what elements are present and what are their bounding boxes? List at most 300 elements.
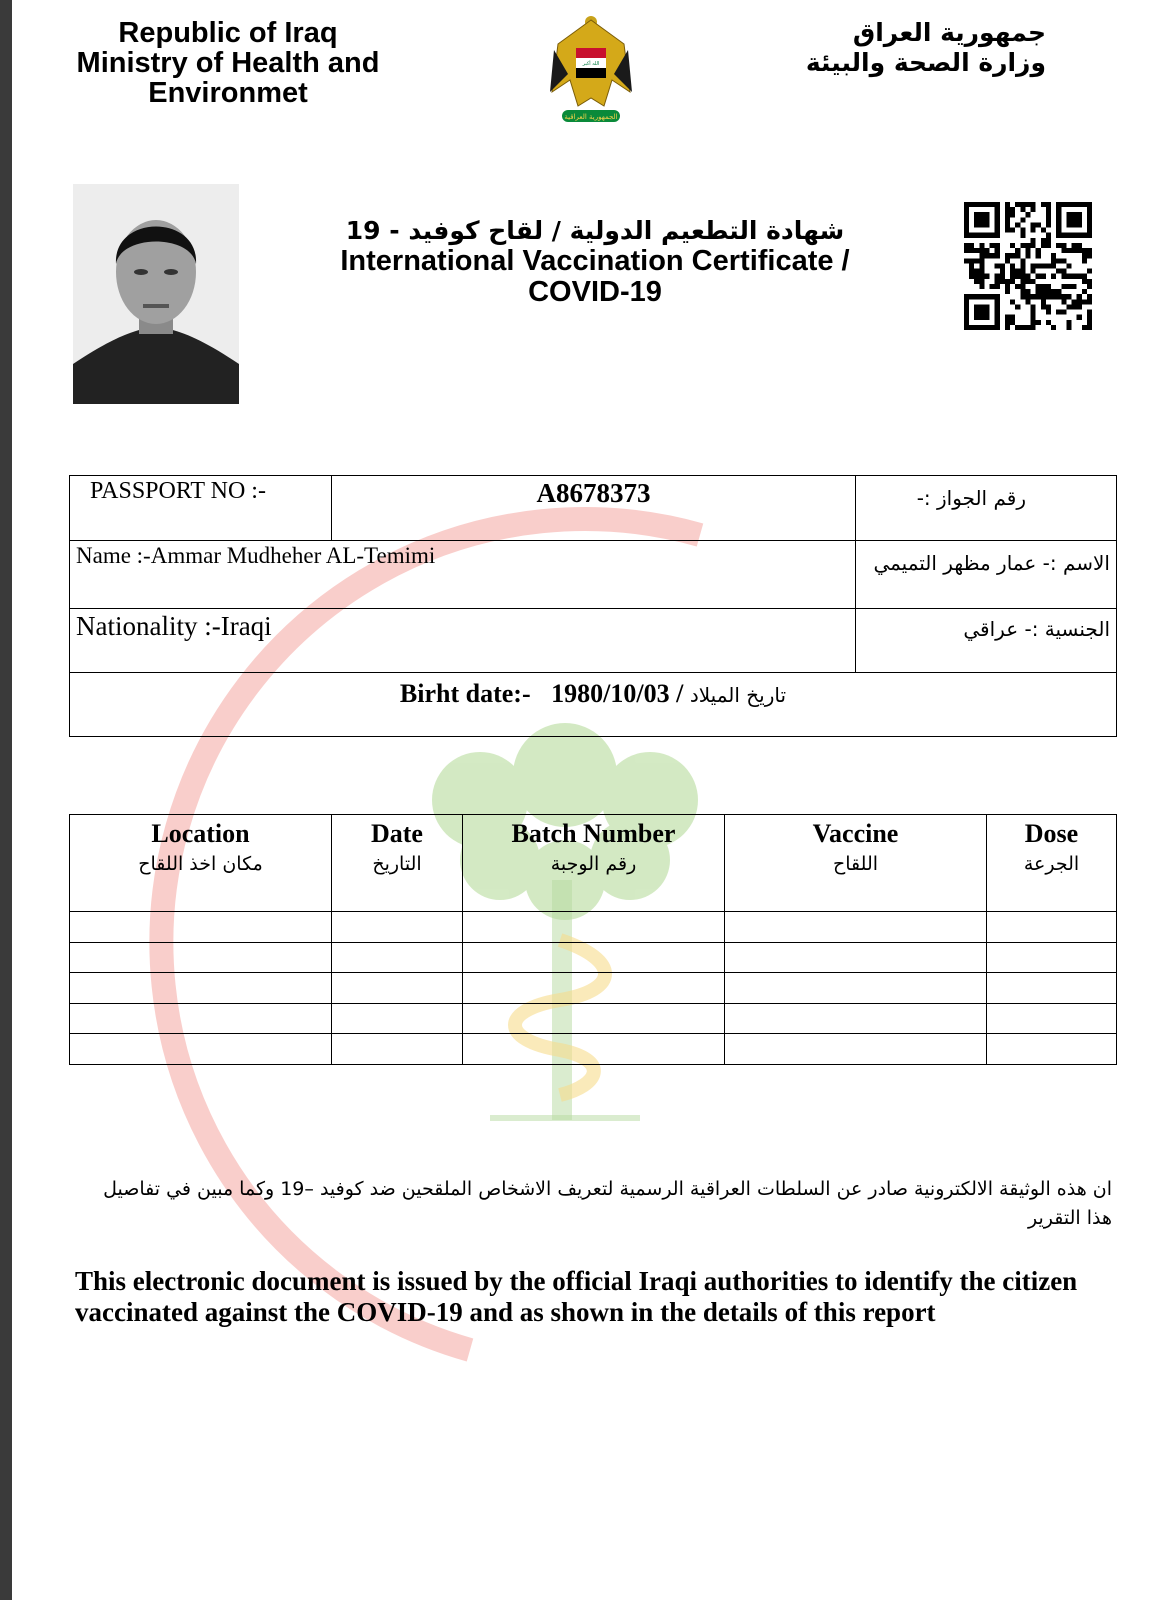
qr-module bbox=[1051, 274, 1056, 279]
qr-module bbox=[1046, 238, 1051, 243]
qr-module bbox=[1066, 274, 1071, 279]
qr-module bbox=[1077, 299, 1082, 304]
qr-module bbox=[1005, 279, 1010, 284]
nationality-label-ar: الجنسية :- عراقي bbox=[856, 609, 1117, 673]
qr-module bbox=[1041, 202, 1046, 207]
birth-cell bbox=[70, 673, 1117, 737]
table-row bbox=[70, 973, 1117, 1004]
qr-module bbox=[1046, 207, 1051, 212]
table-cell bbox=[987, 912, 1117, 943]
qr-module bbox=[1051, 325, 1056, 330]
qr-module bbox=[1061, 294, 1066, 299]
qr-module bbox=[1020, 258, 1025, 263]
qr-module bbox=[1041, 284, 1046, 289]
ministry-name-english bbox=[66, 18, 390, 108]
qr-module bbox=[974, 274, 979, 279]
qr-module bbox=[1051, 263, 1056, 268]
disclaimer-english: This electronic document is issued by the official Iraqi authorities to identify the citizen vaccinated against the COVID-19 and as shown in the details of this report bbox=[75, 1266, 1078, 1327]
qr-module bbox=[1082, 274, 1087, 279]
table-cell bbox=[725, 1034, 987, 1065]
qr-module bbox=[1066, 294, 1071, 299]
qr-module bbox=[1000, 263, 1005, 268]
column-header-en: Vaccine bbox=[812, 819, 899, 848]
qr-module bbox=[1025, 325, 1030, 330]
qr-module bbox=[1020, 207, 1025, 212]
qr-module bbox=[1077, 315, 1082, 320]
qr-module bbox=[1000, 269, 1005, 274]
table-cell bbox=[332, 1003, 463, 1034]
qr-module bbox=[1041, 243, 1046, 248]
disclaimer-arabic: ان هذه الوثيقة الالكترونية صادر عن السلطات العراقية الرسمية لتعريف الاشخاص الملقحين ضد كوفيد –19 وكما مبين في تفاصيل هذا التقرير bbox=[103, 1178, 1112, 1229]
qr-module bbox=[1000, 274, 1005, 279]
qr-module bbox=[1036, 253, 1041, 258]
qr-module bbox=[1025, 243, 1030, 248]
qr-module bbox=[1031, 263, 1036, 268]
column-header-en: Batch Number bbox=[511, 819, 676, 848]
table-cell bbox=[463, 1034, 725, 1065]
qr-module bbox=[1036, 274, 1041, 279]
qr-module bbox=[1020, 243, 1025, 248]
table-cell bbox=[987, 1034, 1117, 1065]
qr-module bbox=[979, 258, 984, 263]
birth-row bbox=[70, 673, 1117, 737]
qr-module bbox=[1072, 274, 1077, 279]
qr-module bbox=[1025, 299, 1030, 304]
qr-module bbox=[1005, 325, 1010, 330]
qr-module bbox=[1010, 320, 1015, 325]
qr-module bbox=[1025, 274, 1030, 279]
vaccination-table bbox=[69, 814, 1117, 1065]
qr-module bbox=[969, 263, 974, 268]
qr-module bbox=[995, 248, 1000, 253]
column-header-ar: التاريخ bbox=[372, 853, 422, 875]
qr-module bbox=[974, 258, 979, 263]
qr-module bbox=[979, 279, 984, 284]
emblem-flag-text: الله أكبر bbox=[582, 61, 600, 67]
qr-module bbox=[1005, 217, 1010, 222]
qr-module bbox=[1061, 269, 1066, 274]
qr-module bbox=[1056, 289, 1061, 294]
qr-module bbox=[1020, 269, 1025, 274]
qr-module bbox=[1005, 222, 1010, 227]
passport-label-ar: رقم الجواز :- bbox=[856, 476, 1117, 541]
qr-finder-core bbox=[974, 304, 989, 319]
qr-module bbox=[1051, 289, 1056, 294]
qr-module bbox=[964, 258, 969, 263]
iraq-eagle-emblem-icon bbox=[548, 14, 634, 126]
qr-module bbox=[1061, 299, 1066, 304]
qr-module bbox=[1087, 294, 1092, 299]
column-header-en: Dose bbox=[1024, 819, 1079, 848]
qr-module bbox=[1087, 325, 1092, 330]
qr-module bbox=[1036, 320, 1041, 325]
qr-module bbox=[1082, 253, 1087, 258]
qr-module bbox=[1020, 228, 1025, 233]
qr-module bbox=[1020, 294, 1025, 299]
qr-module bbox=[1015, 202, 1020, 207]
qr-module bbox=[1072, 243, 1077, 248]
qr-module bbox=[1061, 243, 1066, 248]
qr-module bbox=[1020, 289, 1025, 294]
title-arabic: شهادة التطعيم الدولية / لقاح كوفيد - 19 bbox=[345, 216, 845, 245]
qr-module bbox=[1015, 274, 1020, 279]
qr-module bbox=[1046, 222, 1051, 227]
qr-module bbox=[1056, 243, 1061, 248]
name-label bbox=[70, 541, 856, 609]
table-cell bbox=[463, 1003, 725, 1034]
qr-module bbox=[1005, 212, 1010, 217]
qr-module bbox=[1056, 258, 1061, 263]
qr-module bbox=[1036, 222, 1041, 227]
qr-module bbox=[1036, 248, 1041, 253]
qr-module bbox=[1051, 294, 1056, 299]
qr-module bbox=[1015, 253, 1020, 258]
qr-module bbox=[1077, 304, 1082, 309]
table-cell bbox=[70, 912, 332, 943]
qr-module bbox=[1020, 217, 1025, 222]
qr-module bbox=[1015, 304, 1020, 309]
qr-module bbox=[974, 269, 979, 274]
qr-module bbox=[1046, 217, 1051, 222]
column-header-dose bbox=[987, 815, 1117, 912]
qr-module bbox=[1046, 310, 1051, 315]
name-text: Name :-Ammar Mudheher AL-Temimi bbox=[76, 543, 436, 568]
qr-module bbox=[1046, 233, 1051, 238]
header-line: Environmet bbox=[148, 77, 308, 109]
column-header-ar: رقم الوجبة bbox=[550, 853, 637, 875]
qr-module bbox=[1087, 299, 1092, 304]
qr-module bbox=[984, 248, 989, 253]
qr-module bbox=[1061, 248, 1066, 253]
holder-photo bbox=[73, 184, 239, 404]
qr-module bbox=[1005, 207, 1010, 212]
qr-module bbox=[1077, 274, 1082, 279]
qr-module bbox=[1041, 289, 1046, 294]
table-cell bbox=[725, 1003, 987, 1034]
column-header-ar: مكان اخذ اللقاح bbox=[138, 853, 263, 875]
qr-module bbox=[1041, 294, 1046, 299]
qr-module bbox=[1046, 294, 1051, 299]
holder-photo-icon bbox=[73, 184, 239, 404]
qr-module bbox=[1031, 315, 1036, 320]
qr-module bbox=[1015, 222, 1020, 227]
table-cell bbox=[332, 1034, 463, 1065]
qr-module bbox=[979, 263, 984, 268]
column-header-ar: الجرعة bbox=[1023, 853, 1080, 875]
qr-module bbox=[969, 248, 974, 253]
qr-module bbox=[979, 248, 984, 253]
qr-module bbox=[1041, 299, 1046, 304]
passport-label: PASSPORT NO :- bbox=[70, 476, 332, 541]
table-cell bbox=[987, 973, 1117, 1004]
qr-module bbox=[1077, 243, 1082, 248]
qr-module bbox=[1041, 274, 1046, 279]
qr-module bbox=[979, 269, 984, 274]
qr-module bbox=[1031, 320, 1036, 325]
qr-module bbox=[1087, 320, 1092, 325]
title-english-line1: International Vaccination Certificate / bbox=[340, 245, 850, 277]
qr-module bbox=[1005, 289, 1010, 294]
passport-value: A8678373 bbox=[332, 476, 856, 541]
qr-module bbox=[1082, 258, 1087, 263]
table-cell bbox=[463, 942, 725, 973]
qr-module bbox=[1077, 294, 1082, 299]
qr-module bbox=[1010, 207, 1015, 212]
qr-module bbox=[964, 243, 969, 248]
page-edge bbox=[0, 0, 12, 1600]
qr-module bbox=[1020, 325, 1025, 330]
qr-code-icon bbox=[964, 202, 1092, 330]
qr-module bbox=[1061, 258, 1066, 263]
birth-separator: / bbox=[676, 679, 684, 708]
table-row bbox=[70, 1003, 1117, 1034]
qr-module bbox=[969, 258, 974, 263]
qr-module bbox=[1051, 253, 1056, 258]
qr-module bbox=[984, 274, 989, 279]
birth-label-ar: تاريخ الميلاد bbox=[689, 683, 787, 707]
table-row bbox=[70, 912, 1117, 943]
qr-module bbox=[1010, 212, 1015, 217]
passport-row bbox=[70, 476, 1117, 541]
qr-module bbox=[1066, 263, 1071, 268]
qr-module bbox=[1005, 253, 1010, 258]
qr-module bbox=[1020, 274, 1025, 279]
qr-module bbox=[1061, 310, 1066, 315]
qr-module bbox=[1041, 228, 1046, 233]
table-cell bbox=[463, 912, 725, 943]
qr-module bbox=[1010, 228, 1015, 233]
qr-module bbox=[1031, 228, 1036, 233]
qr-module bbox=[990, 284, 995, 289]
qr-module bbox=[974, 248, 979, 253]
qr-module bbox=[1010, 263, 1015, 268]
qr-module bbox=[1025, 289, 1030, 294]
qr-module bbox=[1087, 248, 1092, 253]
qr-module bbox=[1082, 248, 1087, 253]
qr-module bbox=[1010, 299, 1015, 304]
column-header-location bbox=[70, 815, 332, 912]
qr-module bbox=[1082, 325, 1087, 330]
qr-module bbox=[1015, 325, 1020, 330]
birth-value: 1980/10/03 bbox=[551, 679, 670, 708]
header-line-ar: وزارة الصحة والبيئة bbox=[805, 48, 1046, 77]
qr-module bbox=[1046, 263, 1051, 268]
qr-module bbox=[1036, 294, 1041, 299]
qr-module bbox=[1025, 279, 1030, 284]
table-cell bbox=[725, 942, 987, 973]
qr-finder-core bbox=[1066, 212, 1081, 227]
qr-module bbox=[1056, 294, 1061, 299]
qr-module bbox=[1056, 310, 1061, 315]
qr-module bbox=[1005, 320, 1010, 325]
qr-module bbox=[1046, 289, 1051, 294]
nationality-row bbox=[70, 609, 1117, 673]
qr-module bbox=[1010, 253, 1015, 258]
qr-module bbox=[1025, 294, 1030, 299]
table-row bbox=[70, 942, 1117, 973]
qr-module bbox=[1020, 233, 1025, 238]
table-cell bbox=[332, 942, 463, 973]
qr-module bbox=[1072, 248, 1077, 253]
table-cell bbox=[332, 973, 463, 1004]
qr-module bbox=[1036, 289, 1041, 294]
qr-module bbox=[1020, 263, 1025, 268]
qr-module bbox=[1031, 304, 1036, 309]
qr-module bbox=[979, 274, 984, 279]
column-header-date bbox=[332, 815, 463, 912]
qr-module bbox=[995, 243, 1000, 248]
qr-module bbox=[1031, 310, 1036, 315]
column-header-ar: اللقاح bbox=[832, 853, 879, 875]
ministry-name-arabic bbox=[806, 18, 1046, 78]
qr-module bbox=[990, 253, 995, 258]
qr-module bbox=[1066, 320, 1071, 325]
qr-module bbox=[1015, 269, 1020, 274]
qr-module bbox=[1066, 284, 1071, 289]
qr-module bbox=[1031, 325, 1036, 330]
qr-module bbox=[1005, 258, 1010, 263]
qr-module bbox=[1031, 294, 1036, 299]
qr-module bbox=[1046, 212, 1051, 217]
birth-label: Birht date:- bbox=[399, 679, 531, 708]
qr-module bbox=[1031, 269, 1036, 274]
qr-module bbox=[979, 284, 984, 289]
qr-module bbox=[1046, 243, 1051, 248]
qr-module bbox=[1010, 315, 1015, 320]
qr-module bbox=[1031, 238, 1036, 243]
qr-module bbox=[995, 263, 1000, 268]
qr-module bbox=[1072, 304, 1077, 309]
qr-module bbox=[1015, 284, 1020, 289]
qr-module bbox=[1031, 202, 1036, 207]
qr-module bbox=[990, 243, 995, 248]
qr-module bbox=[1046, 320, 1051, 325]
qr-module bbox=[1046, 202, 1051, 207]
qr-module bbox=[969, 269, 974, 274]
nationality-label: Nationality :-Iraqi bbox=[70, 609, 856, 673]
qr-module bbox=[1061, 284, 1066, 289]
qr-module bbox=[1025, 248, 1030, 253]
vaccination-header-row bbox=[70, 815, 1117, 912]
qr-module bbox=[1072, 299, 1077, 304]
qr-module bbox=[1046, 284, 1051, 289]
qr-module bbox=[1005, 315, 1010, 320]
qr-module bbox=[1036, 263, 1041, 268]
holder-info-table bbox=[69, 475, 1117, 737]
table-cell bbox=[70, 1034, 332, 1065]
qr-module bbox=[1087, 269, 1092, 274]
qr-module bbox=[1031, 279, 1036, 284]
table-cell bbox=[70, 1003, 332, 1034]
title-english-line2: COVID-19 bbox=[528, 276, 662, 308]
qr-module bbox=[1010, 279, 1015, 284]
table-cell bbox=[332, 912, 463, 943]
qr-module bbox=[964, 248, 969, 253]
name-label-ar: الاسم :- عمار مظهر التميمي bbox=[856, 541, 1117, 609]
column-header-vaccine bbox=[725, 815, 987, 912]
emblem-caption: الجمهورية العراقية bbox=[564, 113, 618, 121]
table-cell bbox=[725, 912, 987, 943]
qr-module bbox=[1020, 279, 1025, 284]
qr-module bbox=[995, 284, 1000, 289]
qr-module bbox=[1036, 284, 1041, 289]
qr-module bbox=[974, 279, 979, 284]
qr-module bbox=[1041, 263, 1046, 268]
qr-module bbox=[979, 243, 984, 248]
qr-module bbox=[1087, 315, 1092, 320]
qr-module bbox=[1082, 299, 1087, 304]
qr-module bbox=[1072, 284, 1077, 289]
qr-module bbox=[1087, 253, 1092, 258]
qr-module bbox=[1041, 304, 1046, 309]
qr-module bbox=[1015, 248, 1020, 253]
qr-finder-core bbox=[974, 212, 989, 227]
name-row bbox=[70, 541, 1117, 609]
qr-module bbox=[1031, 207, 1036, 212]
certificate-title bbox=[300, 215, 890, 308]
column-header-en: Date bbox=[371, 819, 423, 848]
qr-module bbox=[969, 274, 974, 279]
qr-module bbox=[995, 253, 1000, 258]
table-cell bbox=[70, 973, 332, 1004]
qr-module bbox=[1005, 202, 1010, 207]
qr-module bbox=[984, 253, 989, 258]
qr-module bbox=[969, 243, 974, 248]
qr-module bbox=[979, 253, 984, 258]
table-cell bbox=[987, 942, 1117, 973]
header-line: Ministry of Health and bbox=[76, 47, 380, 79]
qr-module bbox=[1010, 269, 1015, 274]
qr-module bbox=[1005, 228, 1010, 233]
qr-module bbox=[1087, 310, 1092, 315]
table-cell bbox=[463, 973, 725, 1004]
qr-module bbox=[1082, 289, 1087, 294]
header-line-ar: جمهورية العراق bbox=[852, 18, 1046, 47]
qr-module bbox=[1000, 279, 1005, 284]
qr-module bbox=[1056, 269, 1061, 274]
table-cell bbox=[987, 1003, 1117, 1034]
qr-module bbox=[1031, 243, 1036, 248]
qr-module bbox=[1031, 222, 1036, 227]
qr-module bbox=[1061, 274, 1066, 279]
qr-module bbox=[1082, 279, 1087, 284]
header-line: Republic of Iraq bbox=[118, 17, 338, 49]
qr-module bbox=[1066, 248, 1071, 253]
qr-module bbox=[1025, 253, 1030, 258]
qr-module bbox=[1041, 238, 1046, 243]
qr-module bbox=[1005, 284, 1010, 289]
qr-module bbox=[995, 274, 1000, 279]
table-row bbox=[70, 1034, 1117, 1065]
qr-module bbox=[1066, 325, 1071, 330]
qr-module bbox=[995, 279, 1000, 284]
table-cell bbox=[70, 942, 332, 973]
qr-module bbox=[1087, 279, 1092, 284]
qr-module bbox=[1020, 202, 1025, 207]
qr-module bbox=[1025, 202, 1030, 207]
qr-module bbox=[1087, 284, 1092, 289]
qr-module bbox=[1066, 304, 1071, 309]
qr-module bbox=[1077, 248, 1082, 253]
watermark-base bbox=[490, 1115, 640, 1121]
qr-module bbox=[1010, 243, 1015, 248]
qr-module bbox=[1025, 212, 1030, 217]
column-header-batch-number bbox=[463, 815, 725, 912]
qr-module bbox=[1020, 284, 1025, 289]
qr-module bbox=[1010, 274, 1015, 279]
table-cell bbox=[725, 973, 987, 1004]
qr-module bbox=[1046, 304, 1051, 309]
